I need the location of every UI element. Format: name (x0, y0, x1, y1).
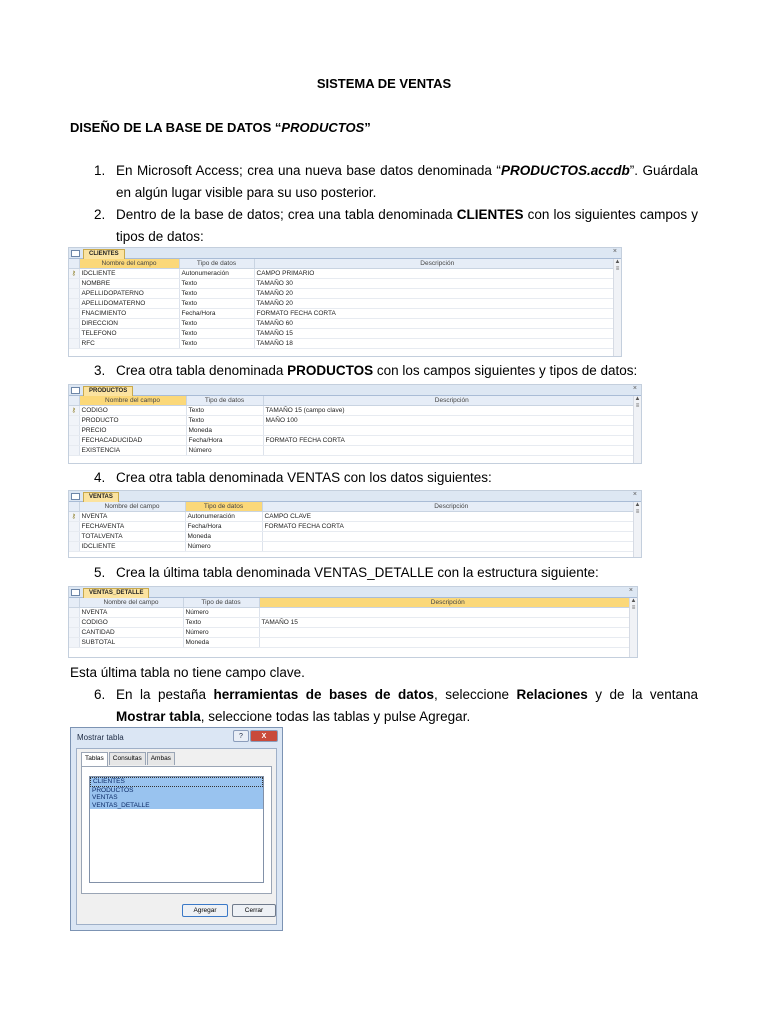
cell-desc[interactable]: FORMATO FECHA CORTA (263, 435, 641, 445)
cell-desc[interactable]: TAMAÑO 20 (254, 298, 621, 308)
close-button[interactable]: X (250, 730, 278, 742)
table-row[interactable] (69, 607, 637, 617)
cell-type[interactable]: Número (185, 541, 262, 551)
dialog-title: Mostrar tabla (77, 733, 124, 742)
row-selector[interactable] (69, 637, 79, 647)
row-selector[interactable] (69, 541, 79, 551)
table-row[interactable] (69, 511, 641, 521)
list-item[interactable]: VENTAS (90, 794, 263, 802)
cell-field[interactable]: FECHACADUCIDAD (79, 435, 186, 445)
cell-type[interactable]: Texto (183, 617, 259, 627)
cell-field[interactable]: NVENTA (79, 607, 183, 617)
selector-header (69, 396, 79, 405)
step-text: Dentro de la base de datos; crea una tabla denominada CLIENTES con los siguientes campos y tipos de datos: (116, 207, 698, 244)
close-icon[interactable]: × (632, 385, 637, 392)
cell-field[interactable]: SUBTOTAL (79, 637, 183, 647)
cell-type[interactable]: Fecha/Hora (185, 521, 262, 531)
cell-type[interactable]: Moneda (186, 425, 263, 435)
help-button[interactable]: ? (233, 730, 249, 742)
tab-bar (69, 491, 641, 502)
close-icon[interactable]: × (612, 248, 617, 255)
table-icon (71, 387, 80, 394)
selector-header (69, 502, 79, 511)
cell-field[interactable]: CANTIDAD (79, 627, 183, 637)
cell-field[interactable]: RFC (79, 338, 179, 348)
cell-field[interactable]: PRECIO (79, 425, 186, 435)
step-3 (94, 360, 698, 382)
table-row[interactable] (69, 521, 641, 531)
cell-type[interactable]: Fecha/Hora (186, 435, 263, 445)
primary-key-icon: ⚷ (69, 268, 79, 278)
list-item[interactable]: VENTAS_DETALLE (90, 802, 263, 810)
cell-desc[interactable]: FORMATO FECHA CORTA (254, 308, 621, 318)
tab-ambas[interactable]: Ambas (147, 752, 175, 765)
cell-desc[interactable] (262, 541, 641, 551)
header-description: Descripción (263, 396, 641, 405)
subtitle-prefix: DISEÑO DE LA BASE DE DATOS “ (70, 120, 282, 135)
show-table-dialog (70, 727, 283, 931)
table-row[interactable] (69, 627, 637, 637)
tab-consultas[interactable]: Consultas (109, 752, 146, 765)
productos-table-window (68, 384, 642, 464)
cell-field[interactable]: FNACIMIENTO (79, 308, 179, 318)
row-selector[interactable] (69, 415, 79, 425)
dialog-titlebar (71, 728, 282, 748)
step-text: Crea la última tabla denominada VENTAS_DETALLE con la estructura siguiente: (116, 565, 599, 580)
step-number: 2. (94, 207, 106, 222)
step-text: Crea otra tabla denominada VENTAS con los datos siguientes: (116, 470, 492, 485)
step-number: 4. (94, 470, 106, 485)
clientes-table-window (68, 247, 622, 357)
table-icon (71, 589, 80, 596)
table-row[interactable] (69, 278, 621, 288)
cell-desc[interactable]: TAMAÑO 30 (254, 278, 621, 288)
cell-type[interactable]: Autonumeración (179, 268, 254, 278)
step-5 (94, 562, 698, 584)
cell-desc[interactable] (263, 445, 641, 455)
tab-bar (69, 248, 621, 259)
table-row[interactable] (69, 268, 621, 278)
dialog-tabs (81, 752, 176, 766)
primary-key-icon: ⚷ (69, 405, 79, 415)
cell-field[interactable]: TOTALVENTA (79, 531, 185, 541)
note-no-key: Esta última tabla no tiene campo clave. (70, 665, 305, 680)
table-row[interactable] (69, 318, 621, 328)
step-number: 3. (94, 363, 106, 378)
cell-type[interactable]: Texto (179, 278, 254, 288)
cell-field[interactable]: IDCLIENTE (79, 268, 179, 278)
cell-type[interactable]: Texto (179, 298, 254, 308)
cell-desc[interactable]: TAMAÑO 60 (254, 318, 621, 328)
design-grid (69, 259, 621, 349)
document-subtitle (70, 120, 371, 135)
cell-desc[interactable]: CAMPO CLAVE (262, 511, 641, 521)
design-grid (69, 502, 641, 552)
row-selector[interactable] (69, 338, 79, 348)
ventas-detalle-table-window (68, 586, 638, 658)
cell-field[interactable]: CODIGO (79, 405, 186, 415)
cell-field[interactable]: CODIGO (79, 617, 183, 627)
cell-type[interactable]: Texto (186, 415, 263, 425)
table-row[interactable] (69, 405, 641, 415)
scrollbar[interactable]: ▲ ≡ (633, 396, 641, 463)
cell-desc[interactable] (262, 531, 641, 541)
cell-field[interactable]: IDCLIENTE (79, 541, 185, 551)
row-selector[interactable] (69, 521, 79, 531)
step-number: 6. (94, 687, 106, 702)
add-button[interactable]: Agregar (182, 904, 228, 917)
ventas-table-window (68, 490, 642, 558)
header-data-type: Tipo de datos (185, 502, 262, 511)
cell-desc[interactable]: CAMPO PRIMARIO (254, 268, 621, 278)
row-selector[interactable] (69, 278, 79, 288)
cell-field[interactable]: FECHAVENTA (79, 521, 185, 531)
table-row[interactable] (69, 328, 621, 338)
table-row[interactable] (69, 298, 621, 308)
cell-field[interactable]: PRODUCTO (79, 415, 186, 425)
cell-desc[interactable] (259, 627, 637, 637)
row-selector[interactable] (69, 435, 79, 445)
header-field-name: Nombre del campo (79, 598, 183, 607)
tab-bar (69, 587, 637, 598)
header-field-name: Nombre del campo (79, 396, 186, 405)
table-row[interactable] (69, 531, 641, 541)
tab-pane (81, 766, 272, 894)
table-row[interactable] (69, 308, 621, 318)
scrollbar[interactable]: ▲ ≡ (629, 598, 637, 657)
cell-type[interactable]: Fecha/Hora (179, 308, 254, 318)
table-list[interactable] (89, 776, 264, 883)
row-selector[interactable] (69, 531, 79, 541)
header-data-type: Tipo de datos (179, 259, 254, 268)
subtitle-suffix: ” (364, 120, 371, 135)
step-text: En la pestaña herramientas de bases de datos, seleccione Relaciones y de la ventana Mostrar tabla, seleccione todas las tablas y pulse Agregar. (116, 687, 698, 724)
cell-desc[interactable]: MAÑO 100 (263, 415, 641, 425)
cell-desc[interactable]: TAMAÑO 20 (254, 288, 621, 298)
list-item[interactable]: PRODUCTOS (90, 787, 263, 795)
dialog-body (76, 748, 277, 925)
cell-type[interactable]: Texto (186, 405, 263, 415)
header-data-type: Tipo de datos (183, 598, 259, 607)
cell-field[interactable]: APELLIDOPATERNO (79, 288, 179, 298)
row-selector[interactable] (69, 445, 79, 455)
tab-ventas-detalle[interactable]: VENTAS_DETALLE (83, 588, 149, 598)
table-row[interactable] (69, 415, 641, 425)
tab-tablas[interactable]: Tablas (81, 752, 108, 766)
design-grid (69, 396, 641, 456)
selector-header (69, 259, 79, 268)
step-text: Crea otra tabla denominada PRODUCTOS con los campos siguientes y tipos de datos: (116, 363, 638, 378)
cell-type[interactable]: Número (186, 445, 263, 455)
header-field-name: Nombre del campo (79, 502, 185, 511)
document-title: SISTEMA DE VENTAS (316, 76, 452, 91)
primary-key-icon: ⚷ (69, 511, 79, 521)
header-data-type: Tipo de datos (186, 396, 263, 405)
table-row[interactable] (69, 338, 621, 348)
cell-type[interactable]: Texto (179, 328, 254, 338)
cell-desc[interactable]: TAMAÑO 18 (254, 338, 621, 348)
row-selector[interactable] (69, 607, 79, 617)
header-field-name: Nombre del campo (79, 259, 179, 268)
cell-desc[interactable] (263, 425, 641, 435)
cell-type[interactable]: Moneda (185, 531, 262, 541)
cell-desc[interactable]: TAMAÑO 15 (254, 328, 621, 338)
cell-desc[interactable]: TAMAÑO 15 (campo clave) (263, 405, 641, 415)
row-selector[interactable] (69, 425, 79, 435)
step-text: En Microsoft Access; crea una nueva base datos denominada “PRODUCTOS.accdb”. Guárdala en algún lugar visible para su uso posterior. (116, 163, 698, 200)
cell-type[interactable]: Texto (179, 318, 254, 328)
cell-desc[interactable] (259, 637, 637, 647)
row-selector[interactable] (69, 617, 79, 627)
row-selector[interactable] (69, 328, 79, 338)
step-1 (94, 160, 698, 204)
table-row[interactable] (69, 425, 641, 435)
close-icon[interactable]: × (628, 587, 633, 594)
list-item[interactable]: CLIENTES (90, 777, 263, 787)
cell-desc[interactable] (259, 607, 637, 617)
table-row[interactable] (69, 541, 641, 551)
selector-header (69, 598, 79, 607)
tab-productos[interactable]: PRODUCTOS (83, 386, 133, 396)
cell-field[interactable]: EXISTENCIA (79, 445, 186, 455)
cell-type[interactable]: Texto (179, 288, 254, 298)
close-dialog-button[interactable]: Cerrar (232, 904, 276, 917)
step-2 (94, 204, 698, 248)
header-description: Descripción (259, 598, 637, 607)
row-selector[interactable] (69, 318, 79, 328)
header-description: Descripción (262, 502, 641, 511)
step-4 (94, 467, 698, 489)
scrollbar[interactable]: ▲ ≡ (633, 502, 641, 557)
cell-type[interactable]: Autonumeración (185, 511, 262, 521)
tab-ventas[interactable]: VENTAS (83, 492, 119, 502)
table-row[interactable] (69, 617, 637, 627)
table-row[interactable] (69, 288, 621, 298)
table-icon (71, 493, 80, 500)
row-selector[interactable] (69, 627, 79, 637)
design-grid (69, 598, 637, 648)
tab-bar (69, 385, 641, 396)
row-selector[interactable] (69, 288, 79, 298)
header-description: Descripción (254, 259, 621, 268)
cell-field[interactable]: NVENTA (79, 511, 185, 521)
close-icon[interactable]: × (632, 491, 637, 498)
cell-field[interactable]: DIRECCION (79, 318, 179, 328)
step-number: 1. (94, 163, 106, 178)
cell-type[interactable]: Número (183, 627, 259, 637)
cell-type[interactable]: Número (183, 607, 259, 617)
cell-field[interactable]: APELLIDOMATERNO (79, 298, 179, 308)
tab-clientes[interactable]: CLIENTES (83, 249, 125, 259)
row-selector[interactable] (69, 308, 79, 318)
cell-type[interactable]: Moneda (183, 637, 259, 647)
table-row[interactable] (69, 445, 641, 455)
step-number: 5. (94, 565, 106, 580)
cell-desc[interactable]: TAMAÑO 15 (259, 617, 637, 627)
table-row[interactable] (69, 435, 641, 445)
scrollbar[interactable]: ▲ ≡ (613, 259, 621, 356)
cell-field[interactable]: TELEFONO (79, 328, 179, 338)
cell-desc[interactable]: FORMATO FECHA CORTA (262, 521, 641, 531)
row-selector[interactable] (69, 298, 79, 308)
subtitle-italic: PRODUCTOS (281, 120, 365, 135)
table-row[interactable] (69, 637, 637, 647)
cell-field[interactable]: NOMBRE (79, 278, 179, 288)
step-6 (94, 684, 698, 728)
cell-type[interactable]: Texto (179, 338, 254, 348)
table-icon (71, 250, 80, 257)
